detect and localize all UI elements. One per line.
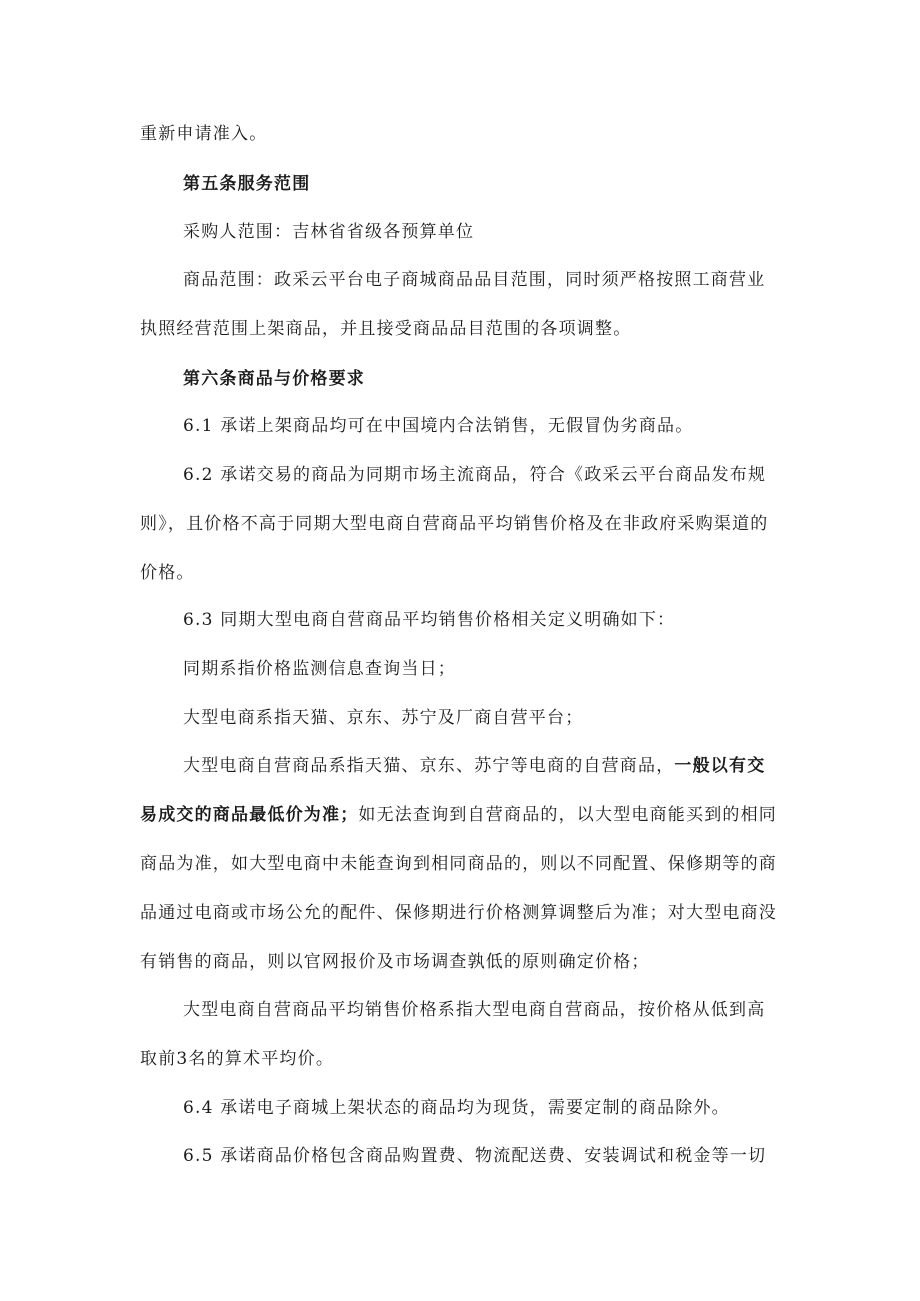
section-heading-6: 第六条商品与价格要求 — [183, 369, 365, 389]
text-run: 大型电商自营商品系指天猫、京东、苏宁等电商的自营商品， — [183, 756, 675, 776]
clause-6-4: 6.4 承诺电子商城上架状态的商品均为现货，需要定制的商品除外。 — [183, 1098, 730, 1118]
paragraph-line: 重新申请准入。 — [140, 124, 268, 144]
paragraph-line: 大型电商系指天猫、京东、苏宁及厂商自营平台； — [183, 708, 584, 728]
paragraph-line: 取前3名的算术平均价。 — [140, 1049, 335, 1069]
paragraph-line: 同期系指价格监测信息查询当日； — [183, 659, 456, 679]
paragraph-line: 品通过电商或市场公允的配件、保修期进行价格测算调整后为准；对大型电商没 — [140, 903, 777, 923]
section-heading-5: 第五条服务范围 — [183, 174, 311, 194]
paragraph-line: 大型电商自营商品平均销售价格系指大型电商自营商品，按价格从低到高 — [183, 1000, 766, 1020]
clause-6-2: 6.2 承诺交易的商品为同期市场主流商品，符合《政采云平台商品发布规 — [183, 465, 767, 485]
clause-6-3: 6.3 同期大型电商自营商品平均销售价格相关定义明确如下： — [183, 610, 676, 630]
clause-6-5: 6.5 承诺商品价格包含商品购置费、物流配送费、安装调试和税金等一切 — [183, 1146, 767, 1166]
paragraph-line: 商品为准，如大型电商中未能查询到相同商品的，则以不同配置、保修期等的商 — [140, 854, 777, 874]
paragraph-line: 采购人范围：吉林省省级各预算单位 — [183, 222, 475, 242]
paragraph-line — [183, 755, 765, 777]
paragraph-line: 价格。 — [140, 563, 195, 583]
paragraph-line: 商品范围：政采云平台电子商城商品品目范围，同时须严格按照工商营业 — [183, 270, 766, 290]
paragraph-line — [140, 804, 777, 826]
paragraph-line: 有销售的商品，则以官网报价及市场调查孰低的原则确定价格； — [140, 952, 650, 972]
clause-6-1: 6.1 承诺上架商品均可在中国境内合法销售，无假冒伪劣商品。 — [183, 416, 694, 436]
emphasis-text: 一般以有交 — [674, 756, 766, 776]
paragraph-line: 则》，且价格不高于同期大型电商自营商品平均销售价格及在非政府采购渠道的 — [140, 514, 769, 534]
text-run: 如无法查询到自营商品的，以大型电商能买到的相同 — [358, 805, 778, 825]
paragraph-line: 执照经营范围上架商品，并且接受商品品目范围的各项调整。 — [140, 319, 632, 339]
emphasis-text: 易成交的商品最低价为准； — [140, 805, 359, 825]
